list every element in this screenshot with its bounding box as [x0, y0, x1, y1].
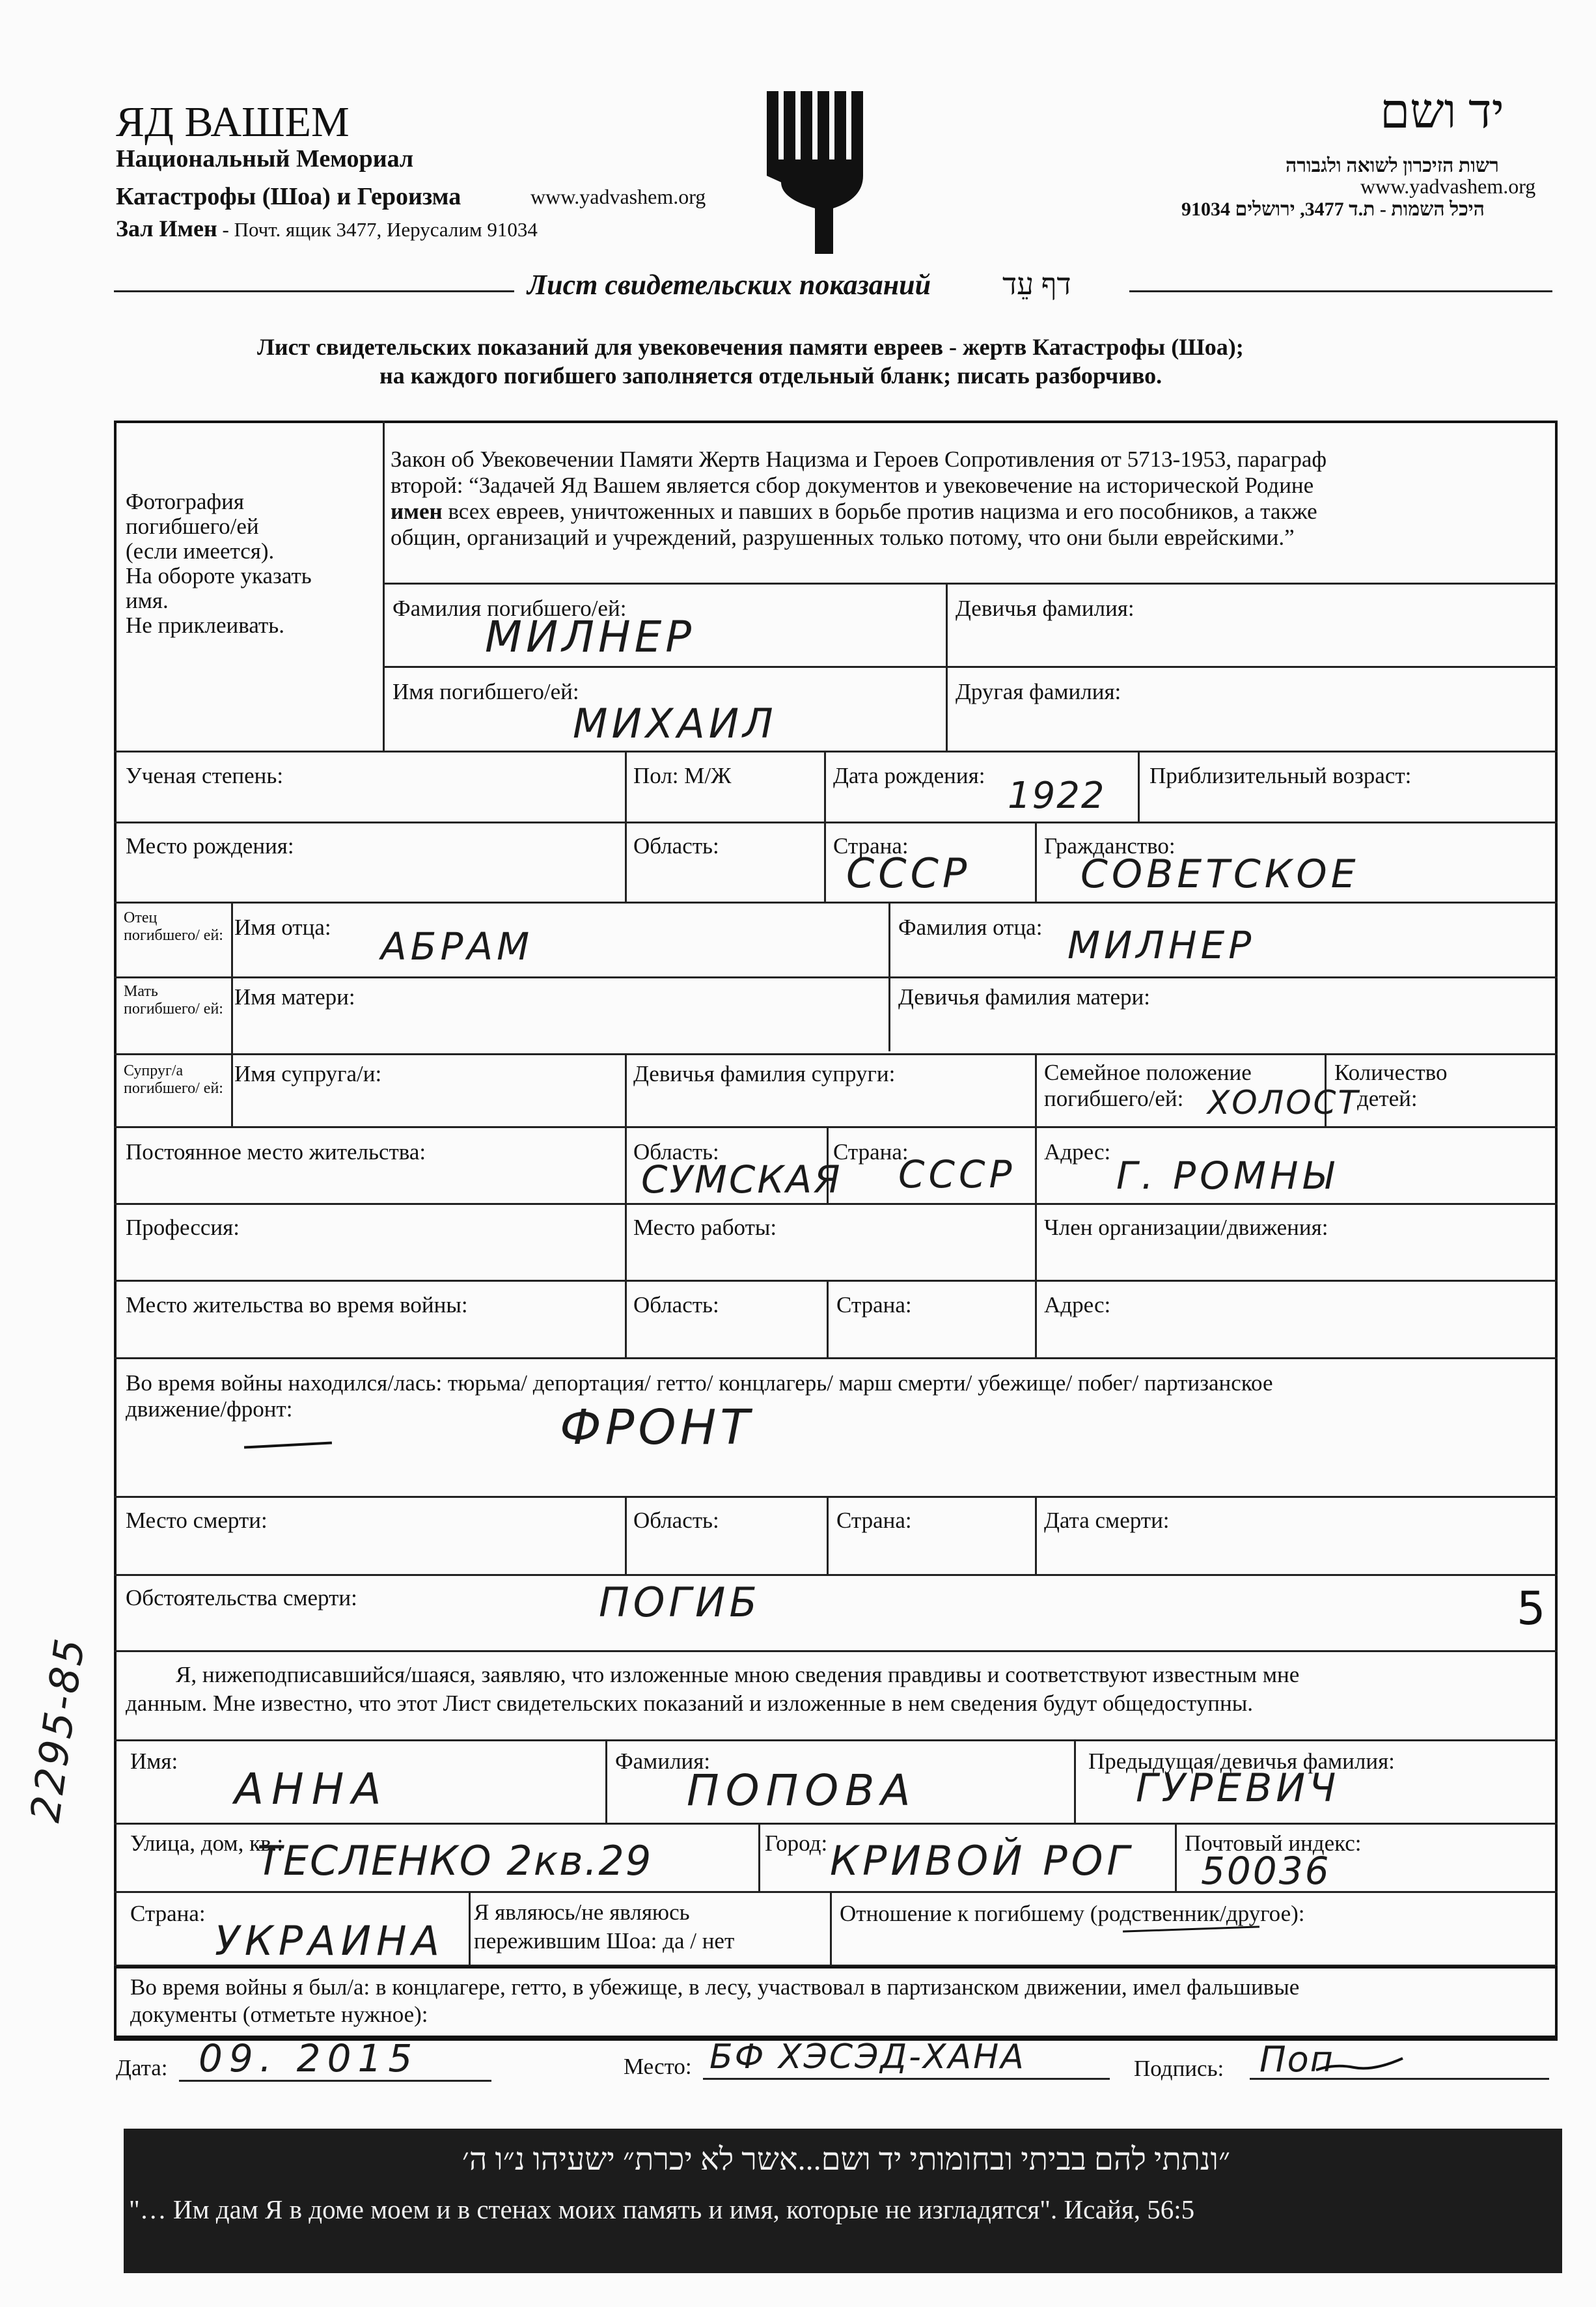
- profession-label: Профессия:: [126, 1215, 240, 1240]
- rule: [114, 822, 1558, 823]
- rule: [114, 902, 1558, 904]
- member-label: Член организации/движения:: [1044, 1215, 1328, 1240]
- rule: [605, 1739, 607, 1823]
- law-text: [391, 447, 1327, 551]
- intro-line2: на каждого погибшего заполняется отдельный бланк; писать разборчиво.: [379, 363, 1163, 389]
- website-right: www.yadvashem.org: [1360, 174, 1536, 198]
- marital-label2: погибшего/ей:: [1044, 1086, 1184, 1111]
- hall-bold: Зал Имен: [116, 215, 217, 242]
- date-line: [179, 2080, 491, 2082]
- residence-address-value[interactable]: Г. РОМНЫ: [1116, 1154, 1337, 1198]
- he-line1: רשות הזיכרון לשואה ולגבורה: [1286, 155, 1499, 176]
- victim-maiden-label: Девичья фамилия:: [956, 596, 1135, 621]
- rule: [114, 1823, 1558, 1825]
- submitter-prev-label: Предыдущая/девичья фамилия:: [1088, 1748, 1395, 1774]
- survivor-label2: пережившим Шоа: да / нет: [474, 1928, 735, 1954]
- rule: [114, 751, 1558, 753]
- menorah-branch: [784, 91, 795, 163]
- rule: [469, 1891, 471, 1965]
- hall-address-text: - Почт. ящик 3477, Иерусалим 91034: [217, 218, 538, 241]
- residence-address-label: Адрес:: [1044, 1139, 1111, 1165]
- hall-address: [116, 215, 538, 242]
- subtitle-line1: Национальный Мемориал: [116, 145, 414, 173]
- victim-name-value[interactable]: МИХАИЛ: [573, 700, 777, 747]
- form-title-ru: Лист свидетельских показаний: [527, 269, 931, 301]
- form-title-he: דף עֵד: [1002, 268, 1071, 301]
- intro-line1: Лист свидетельских показаний для увековечения памяти евреев - жертв Катастрофы (Шоа);: [257, 334, 1244, 360]
- residence-country-label: Страна:: [833, 1139, 909, 1165]
- org-name-ru: ЯД ВАШЕМ: [116, 98, 350, 146]
- rule: [1035, 822, 1037, 902]
- children-label2: детей:: [1357, 1086, 1418, 1111]
- rule: [1035, 1496, 1037, 1574]
- war-residence-label: Место жительства во время войны:: [126, 1292, 468, 1318]
- title-rule-right: [1129, 290, 1552, 292]
- law-line: общин, организаций и учреждений, разрушенных только потому, что они были еврейскими.”: [391, 525, 1295, 550]
- residence-region-value[interactable]: СУМСКАЯ: [641, 1157, 842, 1202]
- death-circumstances-label: Обстоятельства смерти:: [126, 1585, 357, 1610]
- photo-line: имя.: [126, 588, 169, 613]
- law-rest: всех евреев, уничтоженных и павших в борьбе против нацизма и его пособников, а также: [442, 499, 1317, 524]
- place-line: [703, 2078, 1110, 2080]
- victim-surname-label: Фамилия погибшего/ей:: [392, 596, 627, 621]
- law-line: второй: “Задачей Яд Вашем является сбор документов и увековечение на исторической Родине: [391, 473, 1314, 498]
- father-name-label: Имя отца:: [234, 915, 331, 940]
- birth-region-label: Область:: [633, 833, 719, 859]
- marital-value[interactable]: ХОЛОСТ: [1207, 1084, 1360, 1122]
- rule: [1035, 1126, 1037, 1357]
- rule: [1175, 1823, 1177, 1891]
- rule: [114, 1891, 1558, 1893]
- zip-label: Почтовый индекс:: [1185, 1830, 1362, 1856]
- birthplace-label: Место рождения:: [126, 833, 294, 859]
- residence-label: Постоянное место жительства:: [126, 1139, 426, 1165]
- rule: [824, 751, 826, 902]
- menorah-stem: [767, 159, 863, 254]
- rule: [114, 1203, 1558, 1205]
- submitter-country-value[interactable]: УКРАИНА: [215, 1917, 445, 1965]
- survivor-label1: Я являюсь/не являюсь: [474, 1899, 690, 1925]
- death-circumstances-value[interactable]: ПОГИБ: [599, 1579, 761, 1626]
- rule: [231, 902, 233, 1126]
- title-rule-left: [114, 290, 514, 292]
- photo-line: Не приклеивать.: [126, 613, 284, 638]
- death-place-label: Место смерти:: [126, 1508, 268, 1533]
- declaration-line1: Я, нижеподписавшийся/шаяся, заявляю, что изложенные мною сведения правдивы и соответствуют известным мне: [176, 1662, 1300, 1687]
- rule: [114, 1357, 1558, 1359]
- father-side-label: Отец погибшего/ ей:: [124, 909, 223, 944]
- submitter-name-value[interactable]: АННА: [234, 1764, 389, 1814]
- approx-age-label: Приблизительный возраст:: [1149, 763, 1412, 788]
- rule: [946, 583, 948, 751]
- menorah-branch: [767, 91, 778, 163]
- rule: [827, 1280, 829, 1357]
- rule: [114, 1126, 1558, 1128]
- birth-date-value[interactable]: 1922: [1008, 775, 1106, 817]
- mother-side-label: Мать погибшего/ ей:: [124, 983, 223, 1017]
- he-line3: היכל השמות - ת.ד 3477, ירושלים 91034: [1181, 199, 1485, 220]
- rule: [1138, 751, 1140, 822]
- banner-quote-ru: "… Им дам Я в доме моем и в стенах моих память и имя, которые не изгладятся". Исайя, 56:5: [129, 2194, 1195, 2224]
- war-status-line1: Во время войны находился/лась: тюрьма/ депортация/ гетто/ концлагерь/ марш смерти/ убежище/ побег/ партизанское: [126, 1370, 1273, 1396]
- rule: [625, 751, 627, 902]
- photo-line: Фотография: [126, 489, 244, 514]
- submitter-surname-label: Фамилия:: [615, 1748, 711, 1774]
- death-country-label: Страна:: [836, 1508, 912, 1533]
- signature-line: [1316, 2058, 1403, 2070]
- marital-label1: Семейное положение: [1044, 1060, 1252, 1085]
- rule: [383, 421, 385, 751]
- victim-surname-value[interactable]: МИЛНЕР: [485, 612, 696, 662]
- rule: [1074, 1739, 1076, 1823]
- city-label: Город:: [765, 1830, 828, 1856]
- citizenship-label: Гражданство:: [1044, 833, 1176, 859]
- father-surname-label: Фамилия отца:: [898, 915, 1043, 940]
- menorah-branch: [851, 91, 863, 163]
- citizenship-value[interactable]: СОВЕТСКОЕ: [1080, 851, 1360, 897]
- submitter-war-line2: документы (отметьте нужное):: [130, 2002, 428, 2027]
- rule: [114, 1650, 1558, 1652]
- relation-label: Отношение к погибшему (родственник/другое):: [840, 1901, 1305, 1926]
- war-status-line2: движение/фронт:: [126, 1396, 293, 1422]
- rule: [383, 666, 1558, 668]
- children-label1: Количество: [1334, 1060, 1448, 1085]
- law-bold: имен: [391, 499, 443, 524]
- residence-country-value[interactable]: СССР: [898, 1152, 1016, 1196]
- date-label: Дата:: [116, 2055, 168, 2080]
- father-surname-value[interactable]: МИЛНЕР: [1067, 923, 1256, 967]
- submitter-prev-value[interactable]: ГУРЕВИЧ: [1136, 1765, 1340, 1811]
- rule: [888, 902, 890, 1051]
- menorah-branch: [834, 91, 846, 163]
- margin-number: 2295-85: [21, 1633, 94, 1825]
- photo-line: погибшего/ей: [126, 514, 259, 539]
- zip-value[interactable]: 50036: [1201, 1849, 1331, 1893]
- rule: [114, 1574, 1558, 1576]
- place-label: Место:: [624, 2054, 692, 2079]
- father-name-value[interactable]: АБРАМ: [381, 924, 534, 969]
- rule: [827, 1496, 829, 1574]
- spouse-maiden-label: Девичья фамилия супруги:: [633, 1061, 896, 1086]
- signature-label: Подпись:: [1134, 2056, 1224, 2081]
- org-name-he: יד ושם: [1380, 85, 1504, 139]
- rule: [1035, 1053, 1037, 1126]
- signature-stroke: [1315, 2051, 1406, 2077]
- war-status-value[interactable]: ФРОНТ: [560, 1400, 754, 1456]
- signature-line-rule: [1250, 2078, 1549, 2080]
- place-value[interactable]: БФ ХЭСЭД-ХАНА: [709, 2038, 1026, 2077]
- menorah-branch: [801, 91, 812, 163]
- photo-line: (если имеется).: [126, 538, 275, 564]
- photo-box-text: [126, 490, 312, 638]
- birth-country-label: Страна:: [833, 833, 909, 859]
- rule: [114, 1053, 1558, 1055]
- death-date-label: Дата смерти:: [1044, 1508, 1170, 1533]
- rule: [625, 1053, 627, 1126]
- law-line: [391, 499, 1327, 525]
- workplace-label: Место работы:: [633, 1215, 777, 1240]
- victim-other-surname-label: Другая фамилия:: [956, 679, 1121, 704]
- degree-label: Ученая степень:: [126, 763, 284, 788]
- subtitle-line2: Катастрофы (Шоа) и Героизма: [116, 183, 461, 210]
- website-left: www.yadvashem.org: [530, 185, 706, 208]
- victim-name-label: Имя погибшего/ей:: [392, 679, 579, 704]
- menorah-logo: [755, 85, 872, 260]
- rule: [114, 976, 1558, 978]
- spouse-side-label: Супруг/а погибшего/ ей:: [124, 1062, 223, 1097]
- rule: [114, 1280, 1558, 1282]
- birth-date-label: Дата рождения:: [833, 763, 985, 788]
- submitter-country-label: Страна:: [130, 1901, 206, 1926]
- margin-mark: 5: [1517, 1582, 1546, 1635]
- war-address-label: Адрес:: [1044, 1292, 1111, 1318]
- rule: [758, 1823, 760, 1891]
- rule: [114, 1496, 1558, 1498]
- street-value[interactable]: ТЕСЛЕНКО 2кв.29: [257, 1837, 653, 1885]
- signature-value[interactable]: Поп: [1259, 2039, 1334, 2080]
- rule: [625, 1126, 627, 1357]
- law-line: Закон об Увековечении Памяти Жертв Нацизма и Героев Сопротивления от 5713-1953, параграф: [391, 447, 1327, 472]
- mother-name-label: Имя матери:: [234, 984, 355, 1010]
- menorah-branch: [818, 91, 829, 163]
- rule: [114, 1739, 1558, 1741]
- banner-quote-he: ״ונתתי להם בביתי ובחומותי יד ושם...אשר לא יכרת״ ישעיהו נ״ו ה׳: [461, 2142, 1231, 2177]
- sex-label: Пол: М/Ж: [633, 763, 732, 788]
- war-region-label: Область:: [633, 1292, 719, 1318]
- rule: [625, 1496, 627, 1574]
- rule: [830, 1891, 832, 1965]
- spouse-name-label: Имя супруга/и:: [234, 1061, 382, 1086]
- photo-line: На обороте указать: [126, 563, 312, 588]
- mother-maiden-label: Девичья фамилия матери:: [898, 984, 1150, 1010]
- submitter-name-label: Имя:: [130, 1748, 178, 1774]
- city-value[interactable]: КРИВОЙ РОГ: [830, 1837, 1133, 1885]
- war-country-label: Страна:: [836, 1292, 912, 1318]
- rule: [383, 583, 1558, 585]
- declaration-line2: данным. Мне известно, что этот Лист свидетельских показаний и изложенные в нем сведения будут общедоступны.: [126, 1691, 1253, 1716]
- residence-region-label: Область:: [633, 1139, 719, 1165]
- birth-country-value[interactable]: СССР: [846, 850, 971, 897]
- submitter-war-line1: Во время войны я был/а: в концлагере, гетто, в убежище, в лесу, участвовал в партизанском движении, имел фальшивые: [130, 1974, 1300, 2000]
- death-region-label: Область:: [633, 1508, 719, 1533]
- submitter-surname-value[interactable]: ПОПОВА: [687, 1765, 917, 1816]
- street-label: Улица, дом, кв.:: [130, 1830, 284, 1856]
- date-value[interactable]: 09. 2015: [199, 2036, 419, 2080]
